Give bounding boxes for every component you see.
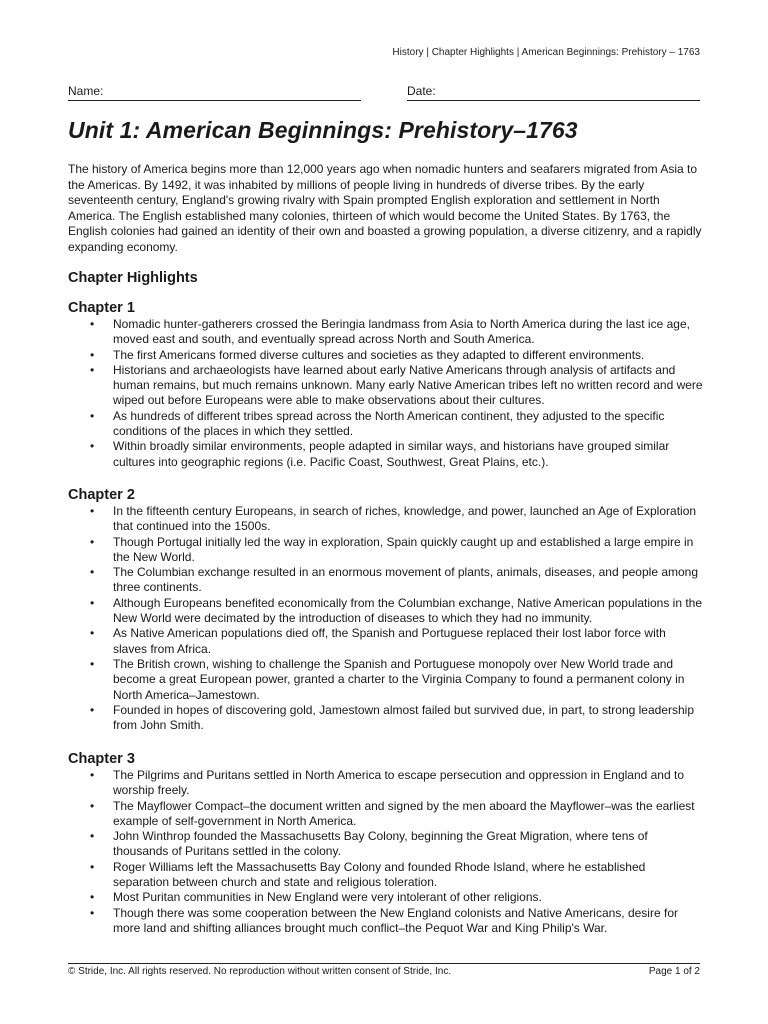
list-item: • The first Americans formed diverse cultures and societies as they adapted to different environments. [68, 348, 703, 363]
chapter-2-list [68, 504, 708, 733]
chapter-1-heading: Chapter 1 [68, 300, 135, 316]
list-item: • Though there was some cooperation between the New England colonists and Native Americans, desire for more land and shifting alliances brought much conflict–the Pequot War and King Philip's War. [68, 906, 703, 937]
list-item: • Roger Williams left the Massachusetts Bay Colony and founded Rhode Island, where he established separation between church and state and religious toleration. [68, 860, 703, 891]
intro-paragraph: The history of America begins more than 12,000 years ago when nomadic hunters and seafarers migrated from Asia to the Americas. By 1492, it was inhabited by millions of people living in hundreds of diverse tribes. By the early seventeenth century, England's growing rivalry with Spain prompted English exploration and settlement in North America. The English established many colonies, thirteen of which would become the United States. By 1763, the English colonies had gained an identity of their own and boasted a growing population, a diverse citizenry, and a rapidly expanding economy. [68, 162, 702, 254]
list-item: • Founded in hopes of discovering gold, Jamestown almost failed but survived due, in part, to strong leadership from John Smith. [68, 703, 703, 734]
list-item: • Nomadic hunter-gatherers crossed the Beringia landmass from Asia to North America during the last ice age, moved east and south, and eventually spread across North and South America. [68, 317, 703, 348]
list-item: • The Mayflower Compact–the document written and signed by the men aboard the Mayflower–was the earliest example of self-government in North America. [68, 799, 703, 830]
chapter-1-list [68, 317, 708, 470]
chapter-3-section [68, 750, 708, 936]
chapter-highlights-heading: Chapter Highlights [68, 270, 198, 286]
footer-copyright: © Stride, Inc. All rights reserved. No reproduction without written consent of Stride, Inc. [68, 966, 452, 977]
list-item: • Historians and archaeologists have learned about early Native Americans through analysis of artifacts and human remains, but much remains unknown. Many early Native American tribes left no written record and were wiped out before Europeans were able to make observations about their cultures. [68, 363, 703, 409]
list-item: • The Columbian exchange resulted in an enormous movement of plants, animals, diseases, and people among three continents. [68, 565, 703, 596]
list-item: • The British crown, wishing to challenge the Spanish and Portuguese monopoly over New World trade and become a great European power, granted a charter to the Virginia Company to found a permanent colony in North America–Jamestown. [68, 657, 703, 703]
chapter-1-section [68, 299, 708, 470]
footer-page-number: Page 1 of 2 [648, 966, 700, 977]
list-item: • Although Europeans benefited economically from the Columbian exchange, Native American populations in the New World were decimated by the introduction of diseases to which they had no immunity. [68, 596, 703, 627]
footer-divider [68, 963, 700, 964]
list-item: • Within broadly similar environments, people adapted in similar ways, and historians have grouped similar cultures into geographic regions (i.e. Pacific Coast, Southwest, Great Plains, etc.). [68, 439, 703, 470]
list-item: • Though Portugal initially led the way in exploration, Spain quickly caught up and established a large empire in the New World. [68, 535, 703, 566]
date-field[interactable]: Date: [407, 84, 700, 101]
chapter-2-section [68, 486, 708, 733]
list-item: • John Winthrop founded the Massachusetts Bay Colony, beginning the Great Migration, where tens of thousands of Puritans settled in the colony. [68, 829, 703, 860]
name-date-fields [68, 84, 700, 102]
list-item: • As hundreds of different tribes spread across the North American continent, they adjusted to the specific conditions of the places in which they settled. [68, 409, 703, 440]
list-item: • Most Puritan communities in New England were very intolerant of other religions. [68, 890, 703, 905]
list-item: • In the fifteenth century Europeans, in search of riches, knowledge, and power, launched an Age of Exploration that continued into the 1500s. [68, 504, 703, 535]
running-header: History | Chapter Highlights | American Beginnings: Prehistory – 1763 [392, 47, 700, 58]
list-item: • As Native American populations died off, the Spanish and Portuguese replaced their lost labor force with slaves from Africa. [68, 626, 703, 657]
chapter-3-heading: Chapter 3 [68, 751, 135, 767]
chapter-2-heading: Chapter 2 [68, 487, 135, 503]
list-item: • The Pilgrims and Puritans settled in North America to escape persecution and oppression in England and to worship freely. [68, 768, 703, 799]
chapter-3-list [68, 768, 708, 936]
page-title: Unit 1: American Beginnings: Prehistory–1763 [68, 117, 578, 143]
name-field[interactable]: Name: [68, 84, 361, 101]
